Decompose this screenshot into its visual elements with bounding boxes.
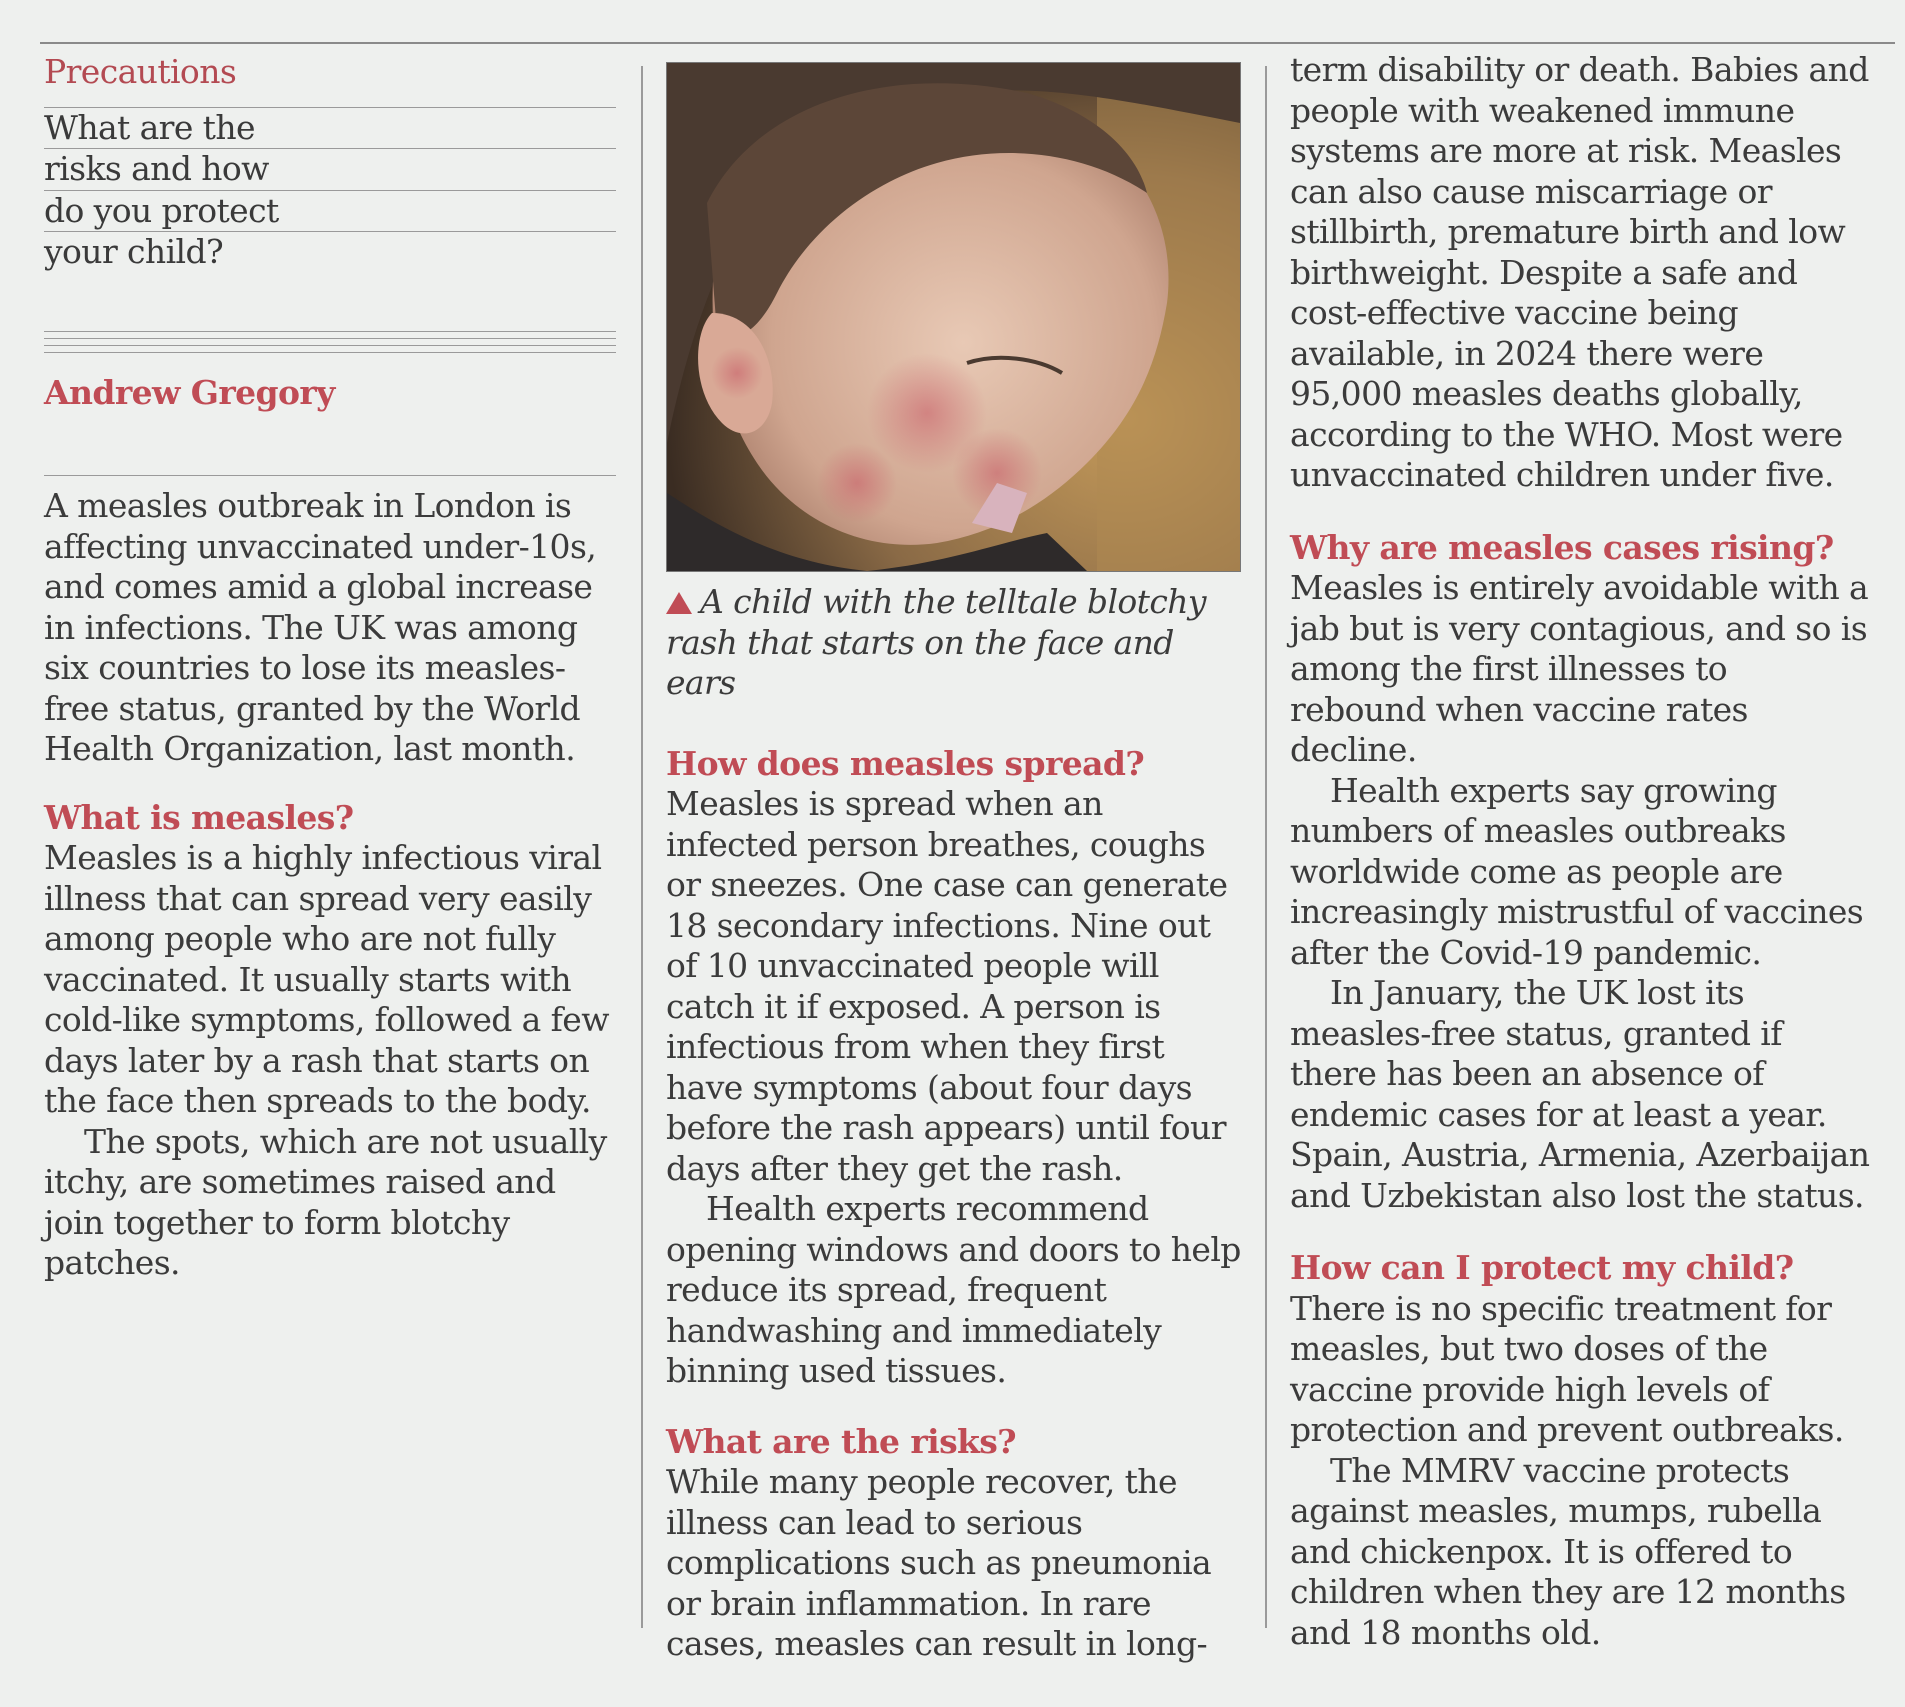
- subhead-how-can-i-protect-my-child: How can I protect my child?: [1290, 1248, 1794, 1287]
- headline-line-2: risks and how: [44, 149, 269, 188]
- column-2: [666, 62, 1241, 1665]
- column-divider-1: [641, 66, 643, 1628]
- caption-text: A child with the telltale blotchy rash that starts on the face and ears: [666, 582, 1206, 702]
- body-paragraph: Measles is a highly infectious viral illness that can spread very easily among people who are not fully vaccinated. It usually starts with cold-like symptoms, followed a few days later by a rash that starts on the face then spreads to the body.: [44, 838, 609, 1120]
- body-paragraph: While many people recover, the illness can lead to serious complications such as pneumonia or brain inflammation. In rare cases, measles can result in long-: [666, 1462, 1212, 1663]
- headline-line-1: What are the: [44, 107, 255, 147]
- caption-triangle-icon: [666, 592, 692, 614]
- body-paragraph: Measles is entirely avoidable with a jab but is very contagious, and so is among the first illnesses to rebound when vaccine rates decline.: [1290, 568, 1869, 769]
- body-paragraph: Measles is spread when an infected person breathes, coughs or sneezes. One case can generate 18 secondary infections. Nine out of 10 unvaccinated people will catch it if exposed. A person is infectious from when they first have symptoms (about four days before the rash appears) until four days after they get the rash.: [666, 784, 1228, 1188]
- body-paragraph: The MMRV vaccine protects against measles, mumps, rubella and chickenpox. It is offered to children when they are 12 months and 18 months old.: [1290, 1450, 1846, 1652]
- column-1: [44, 52, 616, 1284]
- child-photo: [666, 62, 1241, 572]
- body-paragraph: The spots, which are not usually itchy, are sometimes raised and join together to form blotchy patches.: [44, 1121, 607, 1282]
- subhead-why-are-measles-cases-rising: Why are measles cases rising?: [1290, 527, 1834, 567]
- byline: Andrew Gregory: [44, 372, 335, 412]
- headline-line-4: your child?: [44, 232, 224, 271]
- byline-rules: [44, 331, 616, 353]
- photo-caption: [666, 582, 1241, 704]
- byline-bottom-rule: [44, 475, 616, 476]
- body-paragraph: There is no specific treatment for measles, but two doses of the vaccine provide high levels of protection and prevent outbreaks.: [1290, 1288, 1844, 1449]
- body-paragraph: Health experts recommend opening windows and doors to help reduce its spread, frequent handwashing and immediately binning used tissues.: [666, 1189, 1241, 1390]
- subhead-what-is-measles: What is measles?: [44, 797, 354, 837]
- headline-line-3: do you protect: [44, 190, 279, 230]
- subhead-how-does-measles-spread: How does measles spread?: [666, 743, 1145, 783]
- column-3: [1290, 50, 1870, 1653]
- body-paragraph: term disability or death. Babies and people with weakened immune systems are more at risk. Measles can also cause miscarriage or stillbirth, premature birth and low birthweight. Despite a safe and cost-effective vaccine being available, in 2024 there were 95,000 measles deaths globally, according to the WHO. Most were unvaccinated children under five.: [1290, 50, 1869, 494]
- body-paragraph: Health experts say growing numbers of measles outbreaks worldwide come as people are increasingly mistrustful of vaccines after the Covid-19 pandemic.: [1290, 770, 1864, 972]
- child-photo-image: [667, 63, 1240, 571]
- kicker: Precautions: [44, 52, 237, 91]
- top-rule: [40, 42, 1895, 44]
- body-paragraph: In January, the UK lost its measles-free status, granted if there has been an absence of endemic cases for at least a year. Spain, Austria, Armenia, Azerbaijan and Uzbekistan also lost the status.: [1290, 973, 1870, 1215]
- column-divider-2: [1265, 66, 1267, 1628]
- subhead-what-are-the-risks: What are the risks?: [666, 1421, 1017, 1461]
- intro-paragraph: A measles outbreak in London is affecting unvaccinated under-10s, and comes amid a global increase in infections. The UK was among six countries to lose its measles-free status, granted by the World Health Organization, last month.: [44, 486, 597, 768]
